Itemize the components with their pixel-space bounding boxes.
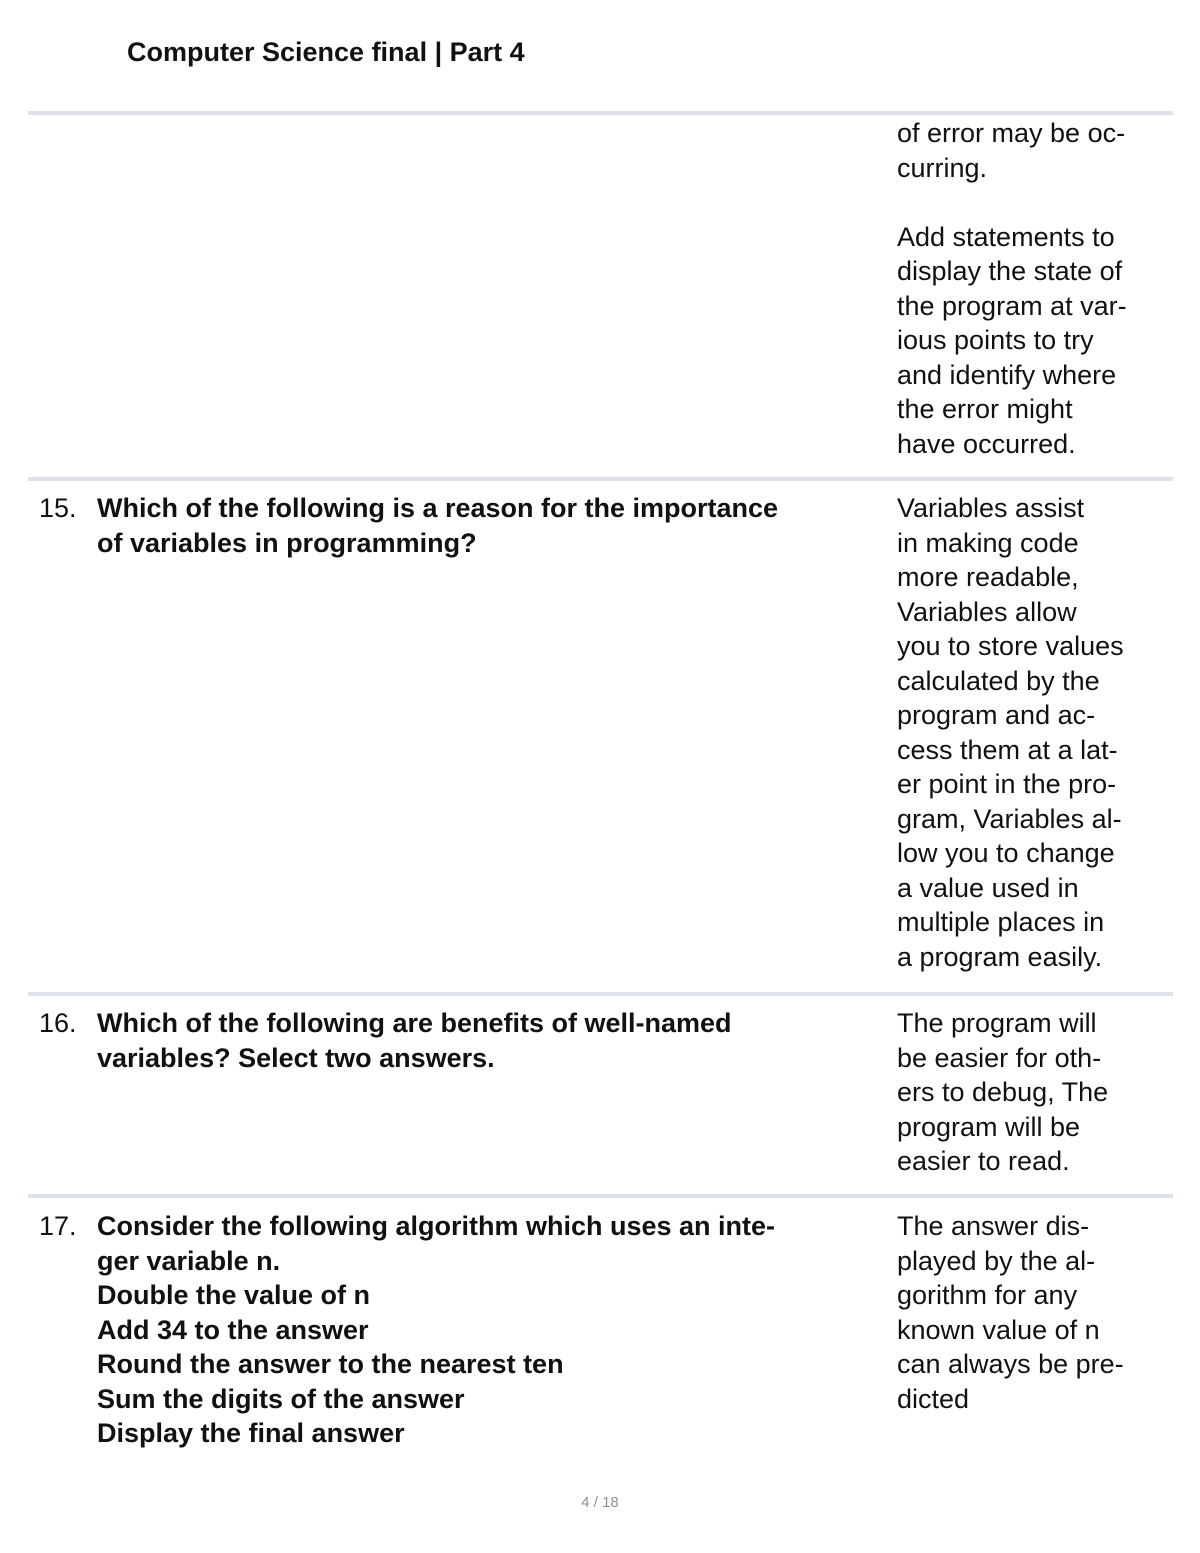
answer-text: Variables assist in making code more readable, Variables allow you to store values calculated by the program and ac- cess them at a lat- er point in the pro- gram, Variables al- low you to change a value used in multiple places in a program easily. <box>897 493 1124 972</box>
page-title: Computer Science final | Part 4 <box>127 37 525 67</box>
row-divider <box>28 111 1173 115</box>
continued-answer <box>897 116 1167 461</box>
continued-answer-paragraph: of error may be oc- curring. <box>897 118 1126 183</box>
answer-text: The program will be easier for oth- ers to debug, The program will be easier to read. <box>897 1008 1109 1176</box>
question-number: 15. <box>39 493 77 523</box>
row-divider <box>28 992 1173 996</box>
continued-answer-paragraph: Add statements to display the state of the program at var- ious points to try and identify where the error might have occurred. <box>897 221 1127 459</box>
answer-text: The answer dis- played by the al- gorithm for any known value of n can always be pre- dicted <box>897 1211 1124 1414</box>
question-text: Which of the following are benefits of well-named variables? Select two answers. <box>97 1008 732 1073</box>
page-indicator: 4 / 18 <box>581 1494 619 1511</box>
question-number: 17. <box>39 1211 77 1241</box>
row-divider <box>28 477 1173 481</box>
question-text: Which of the following is a reason for the importance of variables in programming? <box>97 493 779 558</box>
question-number: 16. <box>39 1008 77 1038</box>
question-text: Consider the following algorithm which uses an inte- ger variable n. Double the value of n Add 34 to the answer Round the answer to the nearest ten Sum the digits of the answer Display the final answer <box>97 1211 776 1448</box>
row-divider <box>28 1194 1173 1198</box>
